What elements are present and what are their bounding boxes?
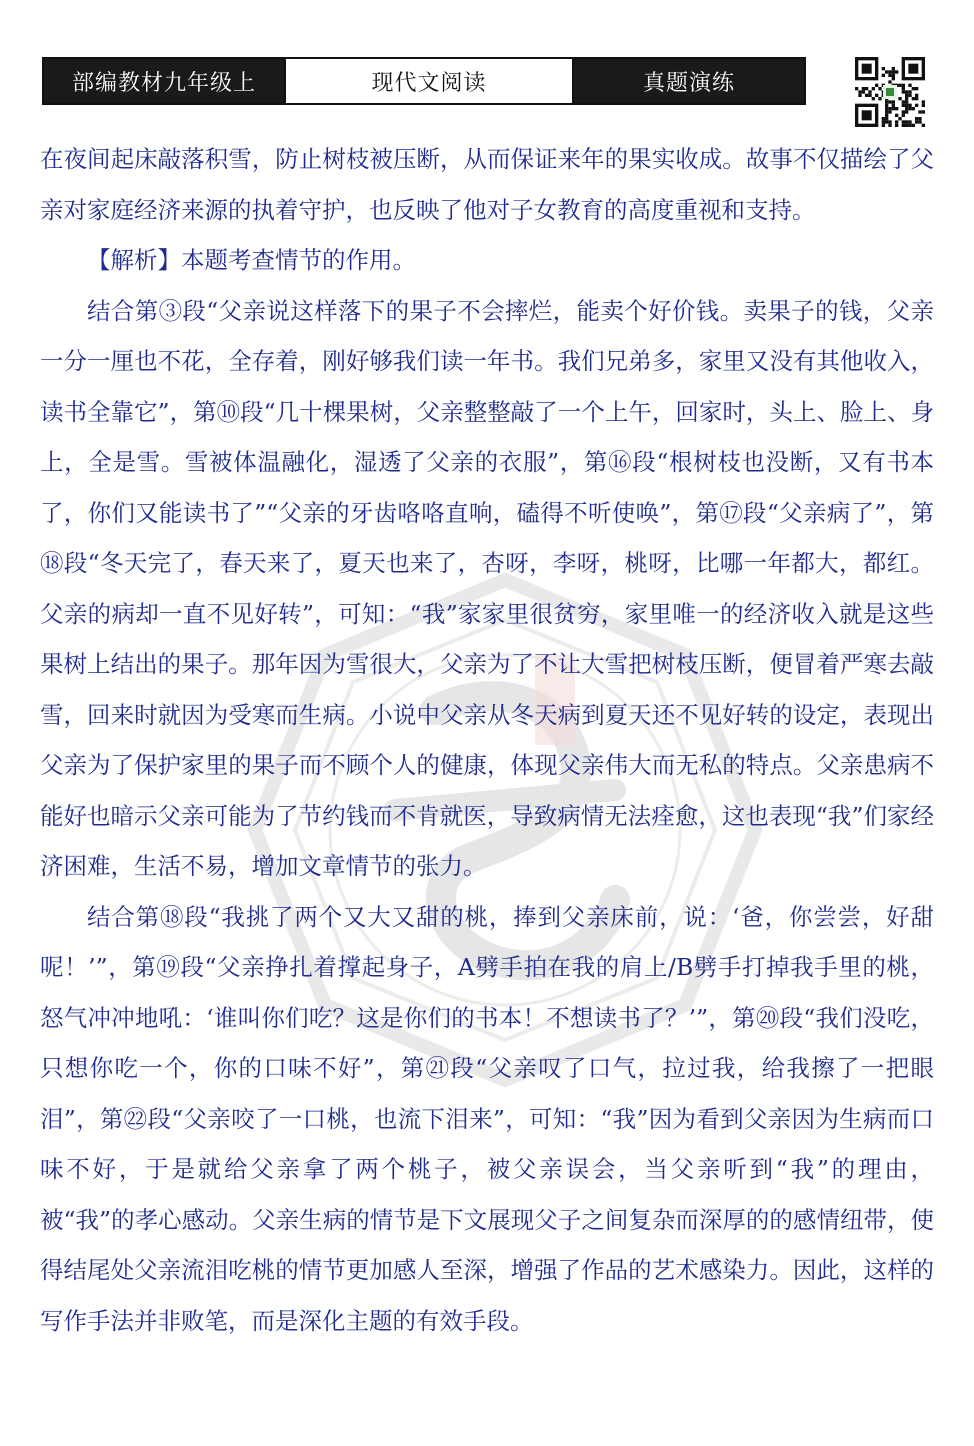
header-section-label: 现代文阅读 <box>284 59 574 103</box>
header-exercise-label: 真题演练 <box>574 59 804 103</box>
qr-code-icon[interactable] <box>855 57 925 127</box>
paragraph-continuation: 在夜间起床敲落积雪，防止树枝被压断，从而保证来年的果实收成。故事不仅描绘了父亲对家庭经济来源的执着守护，也反映了他对子女教育的高度重视和支持。 <box>40 145 934 224</box>
paragraph-analysis-heading: 【解析】本题考查情节的作用。 <box>87 246 416 274</box>
paragraph-analysis-1: 结合第③段“父亲说这样落下的果子不会摔烂，能卖个好价钱。卖果子的钱，父亲一分一厘也不花，全存着，刚好够我们读一年书。我们兄弟多，家里又没有其他收入，读书全靠它”，第⑩段“几十棵果树，父亲整整敲了一个上午，回家时，头上、脸上、身上，全是雪。雪被体温融化，湿透了父亲的衣服”，第⑯段“根树枝也没断，又有书本了，你们又能读书了”“父亲的牙齿咯咯直响，磕得不听使唤”，第⑰段“父亲病了”，第⑱段“冬天完了，春天来了，夏天也来了，杏呀，李呀，桃呀，比哪一年都大，都红。父亲的病却一直不见好转”，可知：“我”家家里很贫穷，家里唯一的经济收入就是这些果树上结出的果子。那年因为雪很大，父亲为了不让大雪把树枝压断，便冒着严寒去敲雪，回来时就因为受寒而生病。小说中父亲从冬天病到夏天还不见好转的设定，表现出父亲为了保护家里的果子而不顾个人的健康，体现父亲伟大而无私的特点。父亲患病不能好也暗示父亲可能为了节约钱而不肯就医，导致病情无法痊愈，这也表现“我”们家经济困难，生活不易，增加文章情节的张力。 <box>40 296 934 880</box>
header-grade-label: 部编教材九年级上 <box>44 59 284 103</box>
article-body <box>40 134 934 1346</box>
header-band <box>42 57 806 105</box>
paragraph-analysis-2: 结合第⑱段“我挑了两个又大又甜的桃，捧到父亲床前，说：‘爸，你尝尝，好甜呢！’”，第⑲段“父亲挣扎着撑起身子，A劈手拍在我的肩上/B劈手打掉我手里的桃，怒气冲冲地吼：‘谁叫你们吃？这是你们的书本！不想读书了？’”，第⑳段“我们没吃，只想你吃一个，你的口味不好”，第㉑段“父亲叹了口气，拉过我，给我擦了一把眼泪”，第㉒段“父亲咬了一口桃，也流下泪来”，可知：“我”因为看到父亲因为生病而口味不好，于是就给父亲拿了两个桃子，被父亲误会，当父亲听到“我”的理由，被“我”的孝心感动。父亲生病的情节是下文展现父子之间复杂而深厚的的感情纽带，使得结尾处父亲流泪吃桃的情节更加感人至深，增强了作品的艺术感染力。因此，这样的写作手法并非败笔，而是深化主题的有效手段。 <box>40 902 934 1335</box>
